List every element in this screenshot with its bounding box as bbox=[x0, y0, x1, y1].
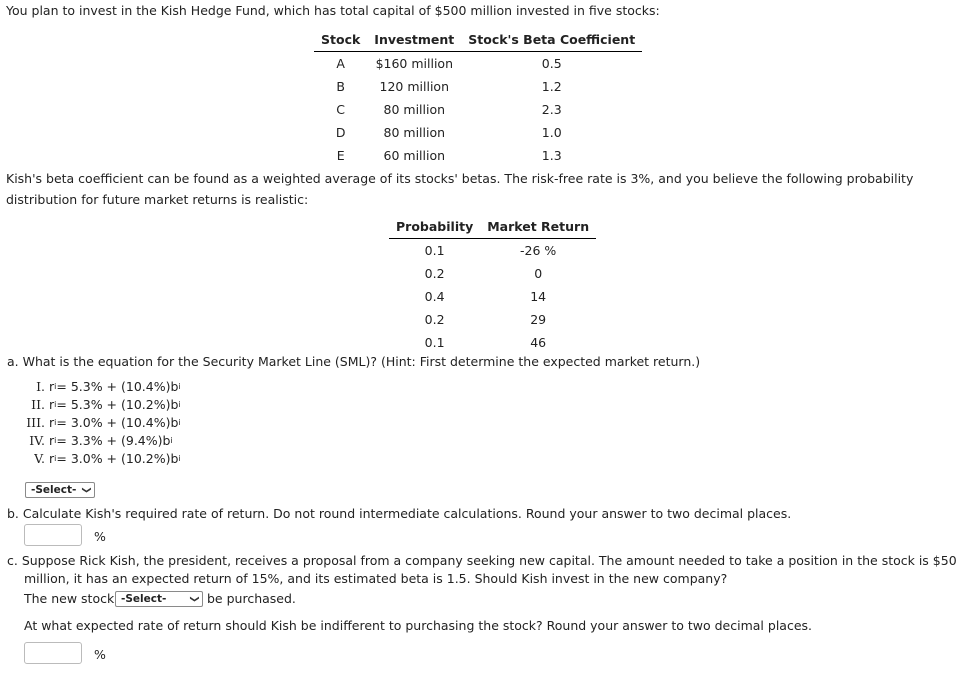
header-beta: Stock's Beta Coefficient bbox=[461, 30, 642, 52]
option-equation: = 3.3% + (9.4%)b bbox=[56, 433, 171, 448]
option-numeral: III. bbox=[26, 415, 45, 430]
stock-investment: 80 million bbox=[383, 102, 446, 117]
sml-option bbox=[21, 396, 181, 414]
question-a: a. What is the equation for the Security Market Line (SML)? (Hint: First determine the expected market return.) bbox=[7, 354, 701, 369]
stock-beta: 1.0 bbox=[541, 125, 562, 140]
intro-text: You plan to invest in the Kish Hedge Fund, which has total capital of $500 million invested in five stocks: bbox=[6, 3, 660, 18]
stock-investment: $160 million bbox=[375, 56, 453, 71]
probability-value: 0.2 bbox=[424, 312, 445, 327]
option-lhs: r bbox=[49, 397, 55, 412]
select-value: -Select- bbox=[121, 593, 167, 605]
stock-investment: 80 million bbox=[383, 125, 446, 140]
option-lhs: r bbox=[49, 379, 55, 394]
option-equation: = 5.3% + (10.4%)b bbox=[56, 379, 179, 394]
option-numeral: V. bbox=[34, 451, 45, 466]
stock-beta: 2.3 bbox=[541, 102, 562, 117]
option-equation: = 5.3% + (10.2%)b bbox=[56, 397, 179, 412]
stock-name: B bbox=[336, 79, 345, 94]
sml-options bbox=[21, 378, 181, 468]
stock-name: E bbox=[336, 148, 345, 163]
probability-table bbox=[389, 217, 596, 354]
sml-answer-select[interactable] bbox=[25, 482, 95, 498]
option-numeral: IV. bbox=[29, 433, 45, 448]
probability-table-header bbox=[389, 217, 596, 239]
table-row bbox=[389, 262, 596, 285]
subscript-i: i bbox=[170, 436, 173, 445]
subscript-i: i bbox=[178, 418, 181, 427]
option-equation: = 3.0% + (10.2%)b bbox=[56, 451, 179, 466]
stock-table-header bbox=[314, 30, 642, 52]
stock-investment: 60 million bbox=[383, 148, 446, 163]
table-row bbox=[314, 52, 642, 76]
table-row bbox=[314, 98, 642, 121]
percent-unit: % bbox=[94, 529, 106, 544]
chevron-down-icon: ❯ bbox=[81, 486, 92, 494]
option-equation: = 3.0% + (10.4%)b bbox=[56, 415, 179, 430]
subscript-i: i bbox=[178, 400, 181, 409]
question-c: c. Suppose Rick Kish, the president, receives a proposal from a company seeking new capital. The amount needed to take a position in the stock is $50 bbox=[7, 553, 957, 568]
beta-explanation-text: Kish's beta coefficient can be found as a weighted average of its stocks' betas. The risk-free rate is 3%, and you believe the following probability distribution for future market returns is realistic: bbox=[6, 171, 914, 207]
market-return-value: -26 % bbox=[520, 243, 557, 258]
purchase-decision-select[interactable] bbox=[115, 591, 203, 607]
stock-beta: 1.3 bbox=[541, 148, 562, 163]
probability-value: 0.4 bbox=[424, 289, 445, 304]
option-numeral: I. bbox=[36, 379, 45, 394]
market-return-value: 29 bbox=[530, 312, 547, 327]
stock-name: C bbox=[336, 102, 346, 117]
subscript-i: i bbox=[178, 454, 181, 463]
sml-option bbox=[21, 432, 181, 450]
sml-option bbox=[21, 414, 181, 432]
option-lhs: r bbox=[49, 451, 55, 466]
market-return-value: 46 bbox=[530, 335, 547, 350]
new-stock-label: The new stock bbox=[24, 591, 115, 606]
header-probability: Probability bbox=[389, 217, 480, 239]
stock-beta: 1.2 bbox=[541, 79, 562, 94]
table-row bbox=[314, 144, 642, 167]
question-b: b. Calculate Kish's required rate of return. Do not round intermediate calculations. Round your answer to two decimal places. bbox=[7, 506, 792, 521]
market-return-value: 0 bbox=[534, 266, 543, 281]
be-purchased-label: be purchased. bbox=[207, 591, 296, 606]
option-numeral: II. bbox=[31, 397, 45, 412]
indifference-return-input[interactable] bbox=[24, 642, 82, 664]
header-stock: Stock bbox=[314, 30, 367, 52]
subscript-i: i bbox=[54, 454, 57, 463]
header-investment: Investment bbox=[367, 30, 461, 52]
option-lhs: r bbox=[49, 433, 55, 448]
subscript-i: i bbox=[54, 382, 57, 391]
stock-beta: 0.5 bbox=[541, 56, 562, 71]
subscript-i: i bbox=[54, 400, 57, 409]
question-c-continued: million, it has an expected return of 15%, and its estimated beta is 1.5. Should Kish invest in the new company? bbox=[24, 571, 728, 586]
sml-option bbox=[21, 378, 181, 396]
subscript-i: i bbox=[54, 436, 57, 445]
table-row bbox=[389, 331, 596, 354]
option-lhs: r bbox=[49, 415, 55, 430]
table-row bbox=[389, 285, 596, 308]
probability-value: 0.1 bbox=[424, 243, 445, 258]
table-row bbox=[389, 308, 596, 331]
stock-table bbox=[314, 30, 642, 167]
stock-name: D bbox=[335, 125, 346, 140]
probability-value: 0.1 bbox=[424, 335, 445, 350]
sml-option bbox=[21, 450, 181, 468]
market-return-value: 14 bbox=[530, 289, 547, 304]
table-row bbox=[314, 121, 642, 144]
table-row bbox=[314, 75, 642, 98]
table-row bbox=[389, 239, 596, 263]
chevron-down-icon: ❯ bbox=[189, 595, 200, 603]
header-market-return: Market Return bbox=[480, 217, 596, 239]
required-return-input[interactable] bbox=[24, 524, 82, 546]
stock-name: A bbox=[336, 56, 345, 71]
question-c-indifference: At what expected rate of return should Kish be indifferent to purchasing the stock? Round your answer to two decimal places. bbox=[24, 618, 812, 633]
percent-unit: % bbox=[94, 647, 106, 662]
select-value: -Select- bbox=[31, 484, 77, 496]
stock-investment: 120 million bbox=[379, 79, 450, 94]
probability-value: 0.2 bbox=[424, 266, 445, 281]
subscript-i: i bbox=[178, 382, 181, 391]
subscript-i: i bbox=[54, 418, 57, 427]
